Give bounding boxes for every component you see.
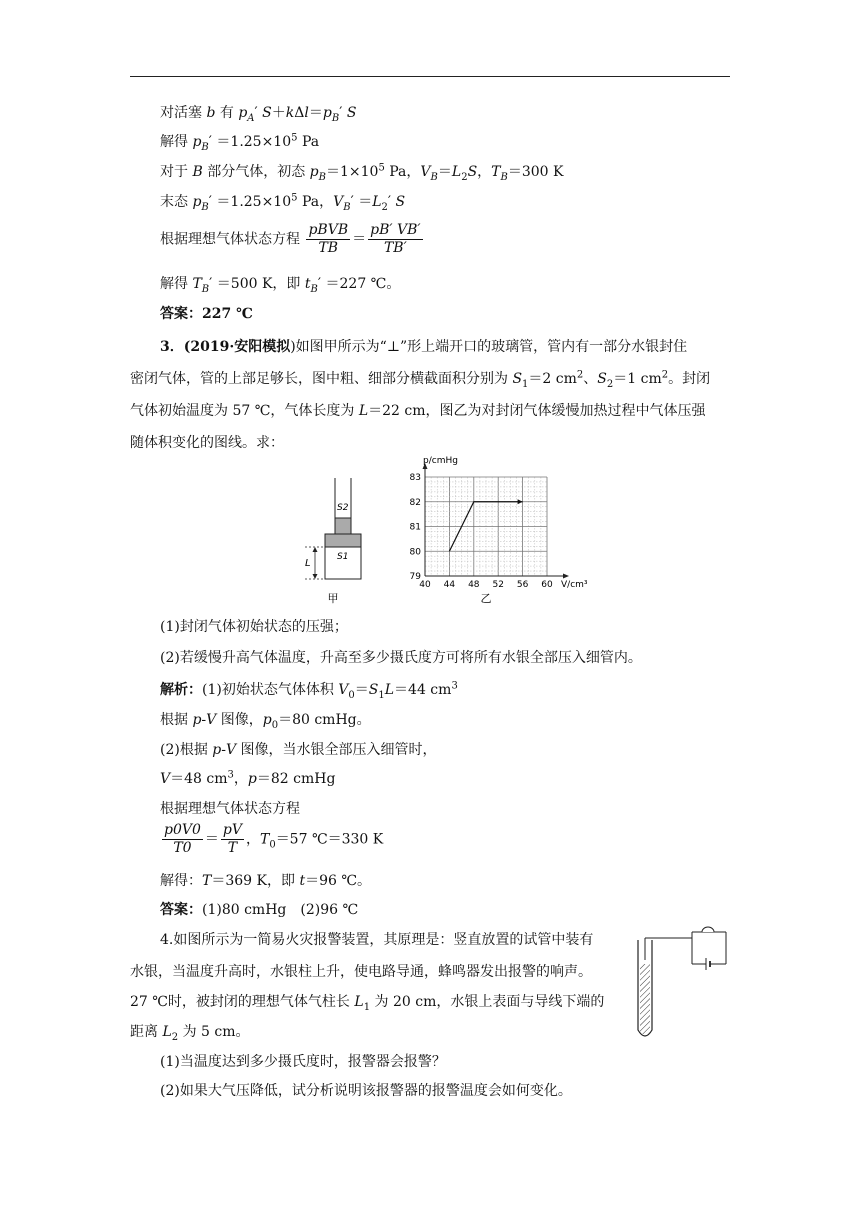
chart-grid [425,477,547,576]
line-ideal-gas-equation-1: 根据理想气体状态方程 $\frac{\text{pBVB}}{TB}$ ＝ $\frac{pB' VB'}{TB'}$ [160,222,421,256]
line-initial-state-b: 对于 B 部分气体，初态 $p_B=1\times 10^5$ Pa，$V_B=L_2S$，$T_B=300$ K [160,162,564,183]
y-tick-label: 80 [409,547,421,558]
x-tick-label: 44 [443,580,456,590]
solution-3-line-7: 解得：T＝369 K，即 t＝96 ℃。 [160,873,372,889]
x-tick-label: 48 [468,580,480,590]
solution-3-line-2: 根据 p-V 图像，$p_0=80$ cmHg。 [160,712,371,731]
caption-yi: 乙 [480,592,492,605]
chart-x-label: V/cm³ [561,580,588,590]
x-tick-label: 60 [541,580,553,590]
label-s2: S2 [337,503,349,513]
problem-4-part-2: (2)如果大气压降低，试分析说明该报警器的报警温度会如何变化。 [160,1083,572,1099]
problem-3-part-1: (1)封闭气体初始状态的压强； [160,619,348,635]
problem-4-line-3: 27 ℃时，被封闭的理想气体气柱长 $L_1$ 为 20 cm，水银上表面与导线下端的 [130,994,605,1013]
y-tick-label: 79 [409,572,421,582]
problem-3-line-1: 3．(2019·安阳模拟)如图甲所示为“⊥”形上端开口的玻璃管，管内有一部分水银封住 [160,339,688,355]
figure-yi-chart [395,450,605,610]
problem-4-line-2: 水银，当温度升高时，水银柱上升，使电路导通，蜂鸣器发出报警的响声。 [130,964,592,980]
problem-3-line-2: 密闭气体，管的上部足够长，图中粗、细部分横截面积分别为 $S_1=2$ $cm^2$、$S_2=1$ $cm^2$。封闭 [130,369,711,390]
caption-jia: 甲 [327,592,339,605]
tube-diagram [305,478,361,579]
x-tick-label: 52 [492,580,504,590]
label-l: L [305,558,311,569]
problem-3-line-3: 气体初始温度为 57 ℃，气体长度为 L＝22 cm，图乙为对封闭气体缓慢加热过程中气体压强 [130,403,706,419]
x-axis-arrow [563,574,569,579]
fire-alarm-figure [630,922,730,1047]
solution-3-line-5: 根据理想气体状态方程 [160,801,300,817]
problem-3-line-4: 随体积变化的图线。求： [130,435,284,451]
solution-3-line-1: 解析：(1)初始状态气体体积 $V_0=S_1L=44$ $cm^3$ [160,680,458,701]
fraction-1: $\frac{\text{pBVB}}{TB}$ [308,222,349,256]
line-final-state-b: 末态 $p_B' =1.25\times 10^5$ Pa，$V_B' =L_2'$ S [160,192,406,213]
chart-y-label: p/cmHg [423,456,458,466]
solution-3-line-3: (2)根据 p-V 图像，当水银全部压入细管时， [160,742,437,758]
fraction-3: $\frac{p0V0}{T0}$ [164,822,201,856]
problem-4-line-1: 4.如图所示为一简易火灾报警装置，其原理是：竖直放置的试管中装有 [160,932,594,948]
buzzer-icon [702,927,714,932]
problem-3-part-2: (2)若缓慢升高气体温度，升高至多少摄氏度方可将所有水银全部压入细管内。 [160,650,642,666]
series-arrow [518,499,523,504]
x-tick-label: 56 [516,580,529,590]
line-solve-pb: 解得 $p_B' =1.25\times 10^5$ Pa [160,132,320,153]
fraction-2: $\frac{pB' VB'}{TB'}$ [370,222,421,256]
fraction-4: $\frac{pV}{T}$ [222,822,242,856]
line-solve-tb: 解得 $T_B' =500$ K，即 $t_B' =227$ ℃。 [160,276,401,295]
line-piston-equation: 对活塞 b 有 $p_A'$ $S+k\Delta l=p_B'$ S [160,105,357,124]
header-rule [130,76,730,77]
solution-3-answer: 答案：(1)80 cmHg (2)96 ℃ [160,902,359,918]
solution-3-line-6: $\frac{p0V0}{T0}$ ＝ $\frac{pV}{T}$ ，$T_0=57$ ℃＝330 K [164,822,384,856]
solution-3-line-4: V＝48 $cm^3$，p＝82 cmHg [160,769,336,787]
problem-4-part-1: (1)当温度达到多少摄氏度时，报警器会报警？ [160,1054,446,1070]
y-tick-label: 83 [409,473,421,483]
label-s1: S1 [337,552,349,562]
x-tick-label: 40 [419,580,431,590]
y-tick-label: 81 [409,522,421,533]
line-answer-1: 答案：227 ℃ [160,306,253,322]
problem-4-line-4: 距离 $L_2$ 为 5 cm。 [130,1024,250,1043]
y-tick-label: 82 [409,497,421,508]
figure-jia [295,470,375,610]
wire-circuit [645,932,726,970]
